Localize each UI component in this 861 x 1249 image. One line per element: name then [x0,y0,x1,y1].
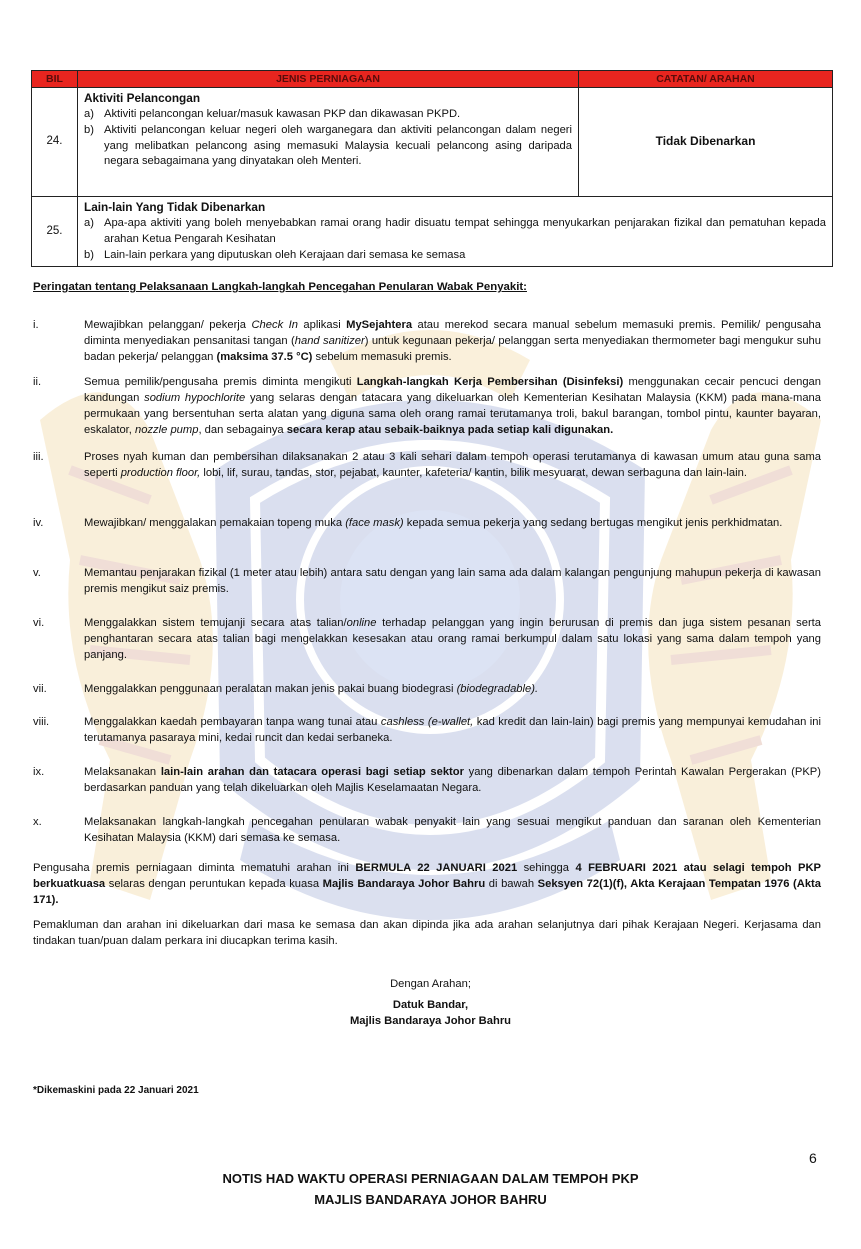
list-item-text: Lain-lain perkara yang diputuskan oleh Kerajaan dari semasa ke semasa [104,248,466,261]
notice-paragraph: Pemakluman dan arahan ini dikeluarkan dari masa ke semasa dan akan dipinda jika ada arahan selanjutnya dari pihak Kerajaan Negeri. Kerjasama dan tindakan tuan/puan dalam perkara ini diucapkan terima kasih. [33,919,821,947]
item-text: Menggalakkan sistem temujanji secara atas talian/online terhadap pelanggan yang ingin berurusan di premis dan juga sistem pesanan serta penghantaran secara atas talian bagi mengelakkan kesesakan atau orang ramai berkumpul dalam satu lokasi yang sama dalam tempoh yang panjang. [84,617,822,661]
list-item [33,375,821,439]
item-number: x. [33,816,42,828]
list-item [33,566,821,598]
signature-title: Datuk Bandar, [392,999,469,1011]
list-item [33,715,821,747]
page-number: 6 [809,1150,817,1166]
item-number: vi. [33,617,45,629]
item-number: vii. [33,683,47,695]
header-jenis-perniagaan: JENIS PERNIAGAAN [78,71,579,88]
item-text: Menggalakkan kaedah pembayaran tanpa wang tunai atau cashless (e-wallet, kad kredit dan lain-lain) bagi premis yang mempunyai kemudahan ini terutamanya pasaraya mini, kedai runcit dan kedai serbaneka. [84,716,821,744]
row-title: Lain-lain Yang Tidak Dibenarkan [84,200,266,214]
page-footer [0,1169,861,1211]
signature-organisation: Majlis Bandaraya Johor Bahru [349,1015,512,1027]
list-item [33,682,821,698]
header-catatan-arahan: CATATAN/ ARAHAN [579,71,833,88]
item-text: Melaksanakan lain-lain arahan dan tatacara operasi bagi setiap sektor yang dibenarkan dalam tempoh Perintah Kawalan Pergerakan (PKP) berdasarkan panduan yang telah dikeluarkan oleh Majlis Keselamaatan Negara. [84,766,821,794]
section-heading: Peringatan tentang Pelaksanaan Langkah-langkah Pencegahan Penularan Wabak Penyakit: [33,281,527,293]
item-number: iii. [33,451,44,463]
list-item-label: a) [84,107,94,120]
list-item [33,815,821,847]
list-item [33,765,821,797]
table-header-row [32,71,833,88]
item-text: Mewajibkan pelanggan/ pekerja Check In aplikasi MySejahtera atau merekod secara manual sebelum memasuki premis. Pemilik/ pengusaha diminta menyediakan pensanitasi tangan (hand sanitizer) untuk kegunaan pekerja/ pelanggan serta menyediakan thermometer bagi mengukur suhu badan pekerja/ pelanggan (maksima 37.5 °C) sebelum memasuki premis. [84,319,821,363]
row-title: Aktiviti Pelancongan [84,91,201,105]
compliance-paragraph: Pengusaha premis perniagaan diminta mematuhi arahan ini BERMULA 22 JANUARI 2021 sehingga 4 FEBRUARI 2021 atau selagi tempoh PKP berkuatkuasa selaras dengan peruntukan kepada kuasa Majlis Bandaraya Johor Bahru di bawah Seksyen 72(1)(f), Akta Kerajaan Tempatan 1976 (Akta 171). [33,862,821,906]
list-item-text: Aktiviti pelancongan keluar negeri oleh warganegara dan aktiviti pelancongan dalam negeri yang melibatkan pelancong asing memasuki Malaysia kecuali pelancong asing daripada negara sebagaimana yang dinyatakan oleh Menteri. [104,123,572,168]
item-text: Semua pemilik/pengusaha premis diminta mengikuti Langkah-langkah Kerja Pembersihan (Disinfeksi) menggunakan cecair pencuci dengan kandungan sodium hypochlorite yang selaras dengan tatacara yang dikeluarkan oleh Kementerian Kesihatan Malaysia (KKM) pada mana-mana permukaan yang bersentuhan serta alatan yang diguna sama oleh orang ramai terutamanya troli, bakul barangan, tombol pintu, kaunter bayaran, eskalator, nozzle pump, dan sebagainya secara kerap atau sebaik-baiknya pada setiap kali digunakan. [84,376,822,436]
footer-title: NOTIS HAD WAKTU OPERASI PERNIAGAAN DALAM TEMPOH PKP [222,1171,639,1186]
item-number: ix. [33,766,45,778]
item-number: viii. [33,716,50,728]
row-number: 25. [32,197,78,267]
row-catatan: Tidak Dibenarkan [579,88,833,197]
list-item-label: a) [84,216,94,229]
list-item [33,616,821,664]
item-text: Proses nyah kuman dan pembersihan dilaksanakan 2 atau 3 kali sehari dalam tempoh operasi terutamanya di kawasan umum atau guna sama seperti production floor, lobi, lif, surau, tandas, stor, pejabat, kaunter, kafeteria/ kantin, bilik mesyuarat, dewan serbaguna dan lain-lain. [84,451,821,479]
row-description [78,197,833,267]
list-item-label: b) [84,123,94,136]
list-item [84,248,826,264]
header-bil: BIL [32,71,78,88]
signature-salutation: Dengan Arahan; [390,978,471,990]
update-note: *Dikemaskini pada 22 Januari 2021 [33,1085,199,1096]
list-item [33,516,821,532]
list-item [33,450,821,482]
list-item [84,107,572,123]
table-row [32,88,833,197]
item-text: Menggalakkan penggunaan peralatan makan jenis pakai buang biodegrasi (biodegradable). [84,683,539,695]
list-item [84,123,572,171]
item-text: Melaksanakan langkah-langkah pencegahan penularan wabak penyakit lain yang sesuai mengikut panduan dan saranan oleh Kementerian Kesihatan Malaysia (KKM) dari semasa ke semasa. [84,816,821,844]
list-item-text: Aktiviti pelancongan keluar/masuk kawasan PKP dan dikawasan PKPD. [104,107,461,120]
item-number: v. [33,567,41,579]
table-row [32,197,833,267]
item-number: ii. [33,376,42,388]
footer-organisation: MAJLIS BANDARAYA JOHOR BAHRU [314,1191,547,1207]
list-item [33,318,821,366]
item-number: iv. [33,517,44,529]
list-item-label: b) [84,248,94,261]
row-number: 24. [32,88,78,197]
item-text: Mewajibkan/ menggalakan pemakaian topeng muka (face mask) kepada semua pekerja yang sedang bertugas mengikut jenis perkhidmatan. [84,517,783,529]
item-text: Memantau penjarakan fizikal (1 meter atau lebih) antara satu dengan yang lain sama ada dalam kalangan pengunjung mahupun pekerja di kawasan premis mengikut saiz premis. [84,567,821,595]
list-item-text: Apa-apa aktiviti yang boleh menyebabkan ramai orang hadir disuatu tempat sehingga menyukarkan penjarakan fizikal dan pematuhan kepada arahan Ketua Pengarah Kesihatan [104,216,826,245]
business-activity-table [31,70,833,267]
row-description [78,88,579,197]
item-number: i. [33,319,39,331]
list-item [84,216,826,248]
